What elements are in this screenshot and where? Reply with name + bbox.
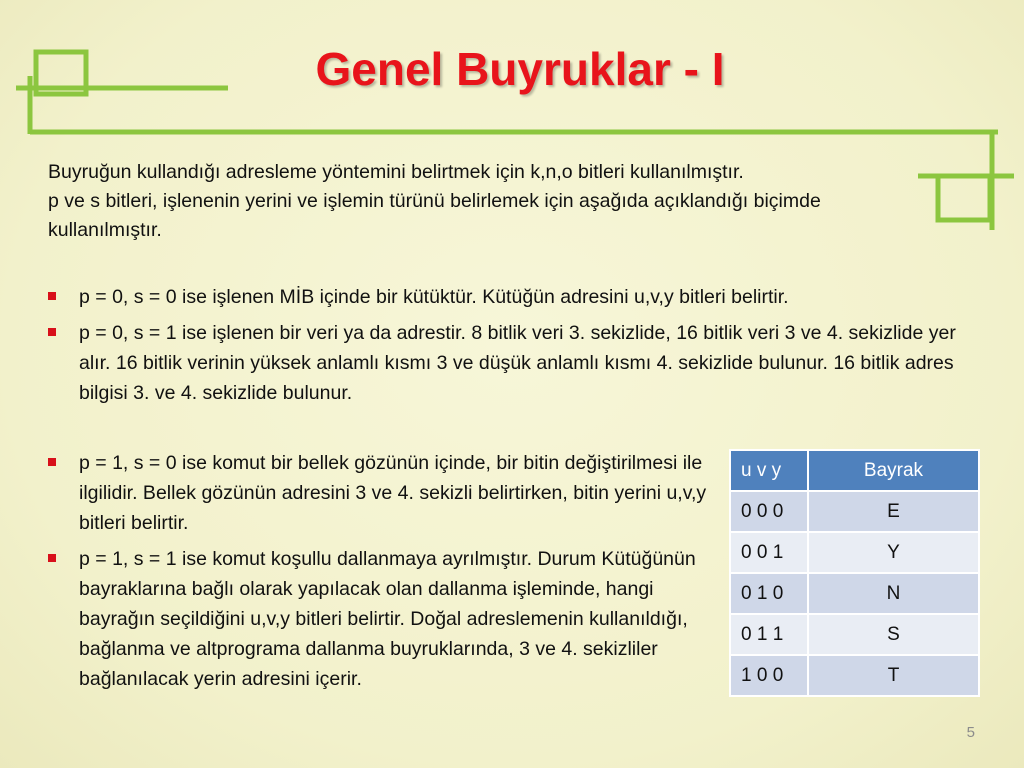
bullet-list-top: [48, 282, 968, 414]
column-header-uvy: u v y: [730, 450, 808, 491]
bullet-item: [48, 544, 708, 694]
cell-uvy: 0 0 0: [730, 491, 808, 532]
bullet-text: p = 0, s = 0 ise işlenen MİB içinde bir kütüktür. Kütüğün adresini u,v,y bitleri belirtir.: [79, 286, 789, 308]
flag-table: [729, 449, 980, 697]
cell-bayrak: T: [808, 655, 979, 696]
bullet-item: [48, 282, 968, 312]
table-row: [730, 532, 979, 573]
column-header-bayrak: Bayrak: [808, 450, 979, 491]
cell-bayrak: E: [808, 491, 979, 532]
cell-uvy: 0 1 1: [730, 614, 808, 655]
table-row: [730, 614, 979, 655]
bullet-list-bottom: [48, 448, 708, 700]
page-number: 5: [966, 724, 975, 741]
cell-uvy: 0 0 1: [730, 532, 808, 573]
cell-uvy: 1 0 0: [730, 655, 808, 696]
cell-bayrak: N: [808, 573, 979, 614]
bullet-item: [48, 318, 968, 408]
table-header-row: [730, 450, 979, 491]
cell-bayrak: S: [808, 614, 979, 655]
bullet-square-icon: [48, 554, 56, 562]
intro-line-2: p ve s bitleri, işlenenin yerini ve işlemin türünü belirlemek için aşağıda açıklandığı biçimde kullanılmıştır.: [48, 190, 821, 241]
bullet-text: p = 1, s = 1 ise komut koşullu dallanmaya ayrılmıştır. Durum Kütüğünün bayraklarına bağlı olarak yapılacak olan dallanma işleminde, hangi bayrağın seçildiğini u,v,y bitleri belirtir. Doğal adreslemenin kullanıldığı, bağlanma ve altprograma dallanma buyruklarında, 3 ve 4. sekizliler bağlanılacak yerin adresini içerir.: [79, 548, 696, 690]
slide-title: Genel Buyruklar - I: [315, 43, 725, 95]
table-row: [730, 655, 979, 696]
intro-text: [48, 158, 928, 245]
table-row: [730, 491, 979, 532]
bullet-square-icon: [48, 328, 56, 336]
cell-uvy: 0 1 0: [730, 573, 808, 614]
bullet-item: [48, 448, 708, 538]
bullet-square-icon: [48, 292, 56, 300]
bullet-square-icon: [48, 458, 56, 466]
bullet-text: p = 1, s = 0 ise komut bir bellek gözünün içinde, bir bitin değiştirilmesi ile ilgilidir. Bellek gözünün adresini 3 ve 4. sekizli belirtirken, bitin yerini u,v,y bitleri belirtir.: [79, 452, 707, 534]
table-row: [730, 573, 979, 614]
intro-line-1: Buyruğun kullandığı adresleme yöntemini belirtmek için k,n,o bitleri kullanılmıştır.: [48, 161, 744, 183]
bullet-text: p = 0, s = 1 ise işlenen bir veri ya da adrestir. 8 bitlik veri 3. sekizlide, 16 bitlik veri 3 ve 4. sekizlide yer alır. 16 bitlik verinin yüksek anlamlı kısmı 3 ve düşük anlamlı kısmı 4. sekizlide bulunur. 16 bitlik adres bilgisi 3. ve 4. sekizlide bulunur.: [79, 322, 956, 404]
cell-bayrak: Y: [808, 532, 979, 573]
frame-square-right: [938, 176, 990, 220]
